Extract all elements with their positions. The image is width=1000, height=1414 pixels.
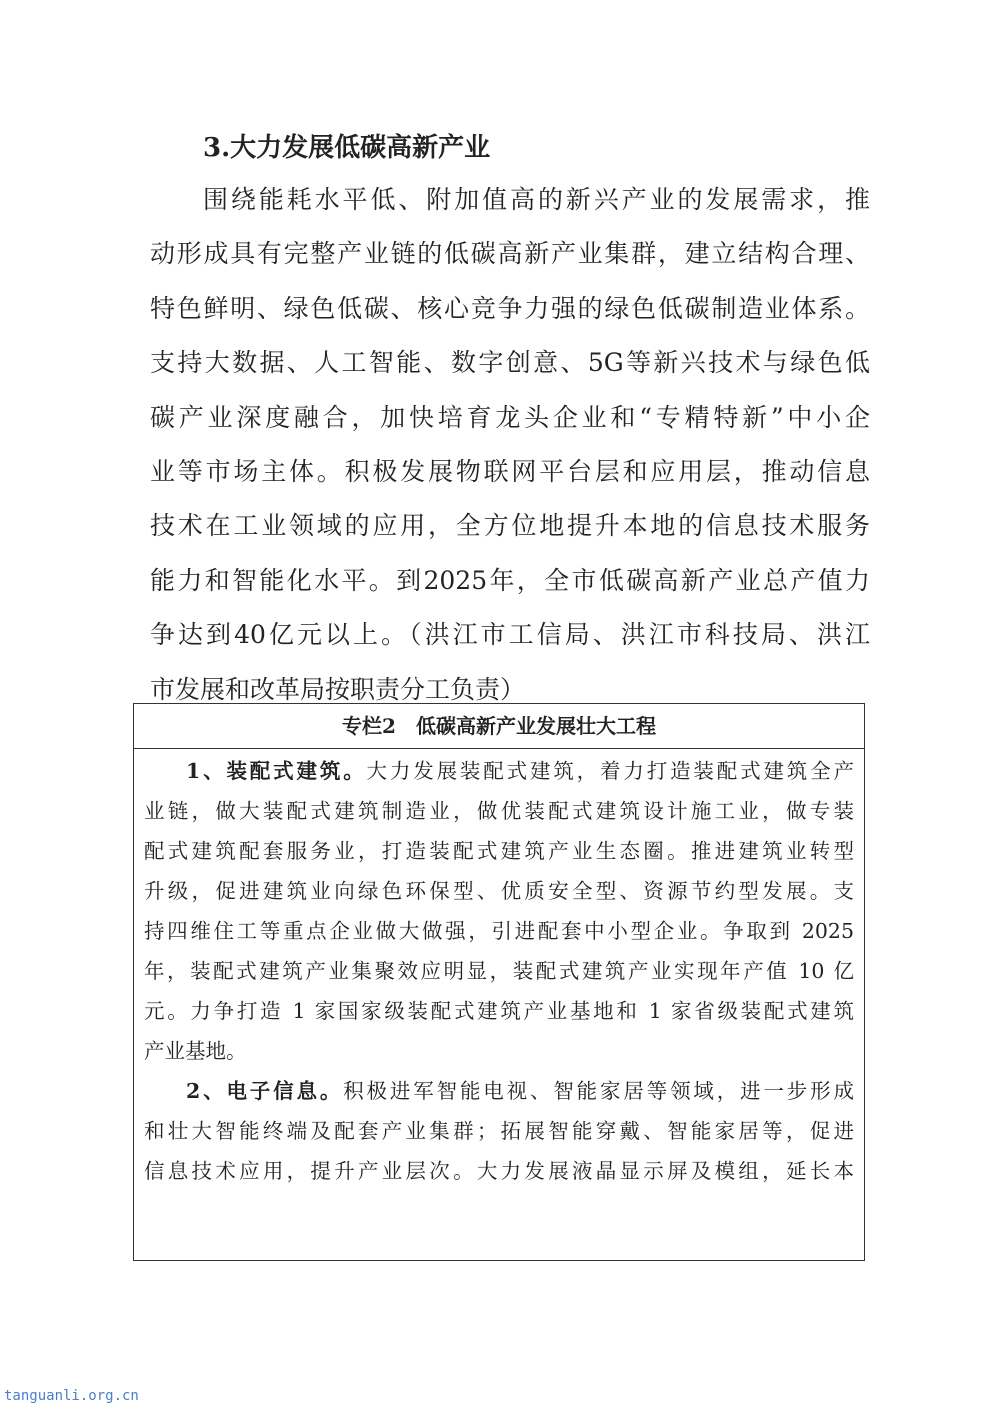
item-line: 和壮大智能终端及配套产业集群；拓展智能穿戴、智能家居等，促进 [144, 1119, 854, 1143]
item-first-line [144, 751, 854, 791]
paragraph-line: 能力和智能化水平。到2025年，全市低碳高新产业总产值力 [150, 565, 870, 595]
item-line: 业链，做大装配式建筑制造业，做优装配式建筑设计施工业，做专装 [144, 799, 854, 823]
box-title: 专栏2 低碳高新产业发展壮大工程 [134, 704, 864, 749]
paragraph-line: 围绕能耗水平低、附加值高的新兴产业的发展需求，推 [203, 185, 870, 214]
item-line: 升级，促进建筑业向绿色环保型、优质安全型、资源节约型发展。支 [144, 879, 854, 903]
paragraph-line: 碳产业深度融合，加快培育龙头企业和“专精特新”中小企 [150, 402, 870, 432]
item-label: 1、装配式建筑。 [186, 759, 367, 783]
item-line: 配式建筑配套服务业，打造装配式建筑产业生态圈。推进建筑业转型 [144, 839, 854, 863]
section-paragraph [150, 180, 870, 724]
item-text: 积极进军智能电视、智能家居等领域，进一步形成 [343, 1079, 855, 1103]
site-watermark: tanguanli.org.cn [4, 1388, 139, 1404]
section-heading: 3.大力发展低碳高新产业 [203, 133, 491, 163]
item-line: 持四维住工等重点企业做大做强，引进配套中小型企业。争取到 2025 [144, 919, 854, 943]
item-line: 信息技术应用，提升产业层次。大力发展液晶显示屏及模组，延长本 [144, 1159, 854, 1183]
item-text: 大力发展装配式建筑，着力打造装配式建筑全产 [366, 759, 854, 783]
item-first-line [144, 1071, 854, 1111]
paragraph-line: 动形成具有完整产业链的低碳高新产业集群，建立结构合理、 [150, 239, 870, 269]
paragraph-line: 业等市场主体。积极发展物联网平台层和应用层，推动信息 [150, 456, 870, 486]
paragraph-line: 技术在工业领域的应用，全方位地提升本地的信息技术服务 [150, 511, 870, 541]
paragraph-line: 争达到40亿元以上。（洪江市工信局、洪江市科技局、洪江 [150, 620, 870, 650]
paragraph-line: 市发展和改革局按职责分工负责） [150, 674, 526, 704]
item-label: 2、电子信息。 [186, 1079, 344, 1103]
item-line: 元。力争打造 1 家国家级装配式建筑产业基地和 1 家省级装配式建筑 [144, 999, 854, 1023]
item-line: 年，装配式建筑产业集聚效应明显，装配式建筑产业实现年产值 10 亿 [144, 959, 854, 983]
paragraph-line: 支持大数据、人工智能、数字创意、5G等新兴技术与绿色低 [150, 348, 870, 378]
item-line: 产业基地。 [144, 1039, 247, 1063]
feature-column-box [133, 703, 865, 1261]
paragraph-line: 特色鲜明、绿色低碳、核心竞争力强的绿色低碳制造业体系。 [150, 293, 870, 323]
box-body [134, 749, 864, 1191]
